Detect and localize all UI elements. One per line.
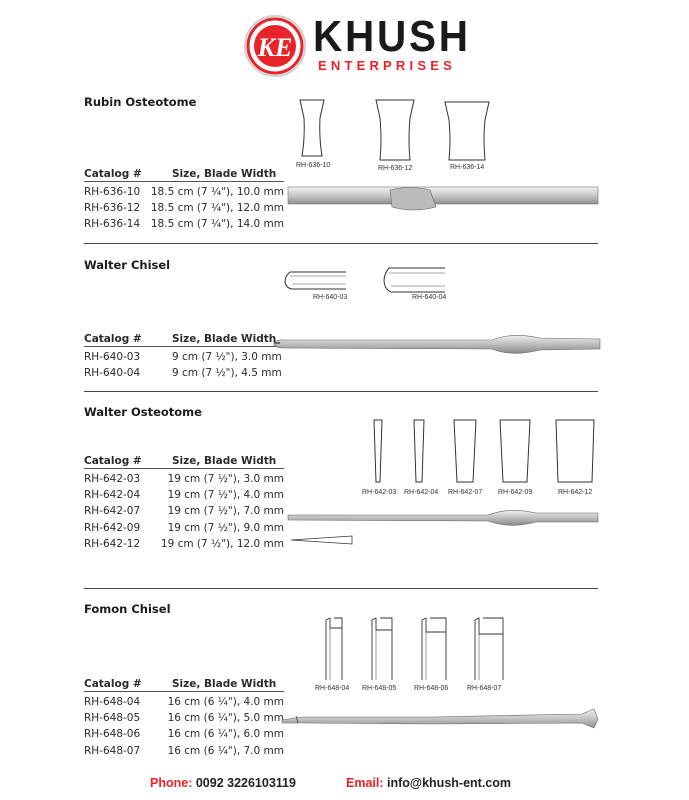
brand-name: KHUSH — [313, 12, 471, 61]
section-title-walter-chisel: Walter Chisel — [84, 258, 171, 272]
catalog-cell: RH-642-12 — [84, 537, 141, 550]
catalog-cell: RH-648-04 — [84, 696, 141, 708]
size-cell: 19 cm (7 ½"), 7.0 mm — [167, 505, 284, 518]
table-header — [84, 333, 284, 347]
phone-number[interactable]: 0092 3226103119 — [195, 776, 296, 790]
walter-chisel-tip-03-illustration — [284, 270, 348, 292]
size-cell: 16 cm (6 ¼"), 7.0 mm — [167, 744, 284, 757]
email-address[interactable]: info@khush-ent.com — [387, 776, 511, 790]
catalog-cell: RH-642-09 — [84, 521, 141, 534]
table-row — [84, 536, 284, 552]
figure-label: RH-642-03 — [362, 489, 397, 496]
walter-osteotome-side-profile-illustration — [290, 534, 354, 546]
col-size-header: Size, Blade Width — [172, 455, 277, 467]
catalog-cell: RH-640-04 — [84, 367, 141, 380]
catalog-cell: RH-640-03 — [84, 351, 141, 363]
size-cell: 18.5 cm (7 ¼"), 14.0 mm — [150, 218, 284, 231]
catalog-table-rubin — [84, 168, 284, 233]
table-row — [84, 726, 284, 742]
fomon-chisel-instrument-illustration — [282, 707, 602, 731]
rubin-blade-10-illustration — [292, 98, 332, 160]
figure-label: RH-642-09 — [498, 489, 533, 496]
section-title-rubin-osteotome: Rubin Osteotome — [84, 95, 197, 109]
table-row — [84, 710, 284, 726]
size-cell: 19 cm (7 ½"), 12.0 mm — [160, 537, 284, 550]
footer-email — [346, 776, 511, 790]
figure-label: RH-636-12 — [378, 165, 413, 172]
figure-label: RH-648-06 — [414, 685, 449, 692]
table-row — [84, 349, 284, 365]
col-catalog-header: Catalog # — [84, 678, 142, 690]
table-header — [84, 455, 284, 469]
figure-label: RH-636-10 — [296, 162, 331, 169]
table-row — [84, 365, 284, 381]
table-header — [84, 678, 284, 692]
walter-osteotome-instrument-illustration — [288, 503, 600, 533]
table-row — [84, 216, 284, 232]
size-cell: 18.5 cm (7 ¼"), 10.0 mm — [150, 186, 284, 198]
section-divider — [84, 391, 598, 392]
table-row — [84, 520, 284, 536]
col-size-header: Size, Blade Width — [172, 333, 277, 345]
col-size-header: Size, Blade Width — [172, 168, 277, 180]
fomon-chisel-tip-06-illustration — [420, 616, 450, 682]
phone-label: Phone: — [150, 776, 193, 790]
catalog-cell: RH-642-07 — [84, 505, 141, 518]
table-row — [84, 743, 284, 759]
figure-label: RH-648-07 — [467, 685, 502, 692]
walter-osteotome-blade-03-illustration — [370, 418, 386, 484]
size-cell: 9 cm (7 ½"), 3.0 mm — [172, 351, 282, 363]
walter-osteotome-blade-09-illustration — [498, 418, 532, 484]
catalog-cell: RH-642-03 — [84, 473, 141, 485]
fomon-chisel-tip-05-illustration — [370, 616, 396, 682]
figure-label: RH-640-03 — [313, 294, 348, 301]
table-header — [84, 168, 284, 182]
email-label: Email: — [346, 776, 384, 790]
table-row — [84, 487, 284, 503]
company-logo-icon — [243, 14, 307, 78]
figure-label: RH-642-07 — [448, 489, 483, 496]
walter-osteotome-blade-07-illustration — [452, 418, 478, 484]
figure-label: RH-640-04 — [412, 294, 447, 301]
size-cell: 16 cm (6 ¼"), 5.0 mm — [167, 712, 284, 725]
section-title-walter-osteotome: Walter Osteotome — [84, 405, 202, 419]
size-cell: 19 cm (7 ½"), 4.0 mm — [167, 489, 284, 502]
table-row — [84, 694, 284, 710]
fomon-chisel-tip-07-illustration — [473, 616, 507, 682]
table-row — [84, 471, 284, 487]
rubin-blade-14-illustration — [442, 100, 492, 164]
figure-label: RH-642-12 — [558, 489, 593, 496]
catalog-table-fomon-chisel — [84, 678, 284, 759]
catalog-cell: RH-642-04 — [84, 489, 141, 502]
figure-label: RH-648-04 — [315, 685, 350, 692]
catalog-cell: RH-648-06 — [84, 728, 141, 741]
catalog-cell: RH-636-14 — [84, 218, 141, 231]
size-cell: 18.5 cm (7 ¼"), 12.0 mm — [150, 202, 284, 215]
figure-label: RH-636-14 — [450, 164, 485, 171]
size-cell: 9 cm (7 ½"), 4.5 mm — [172, 367, 282, 380]
catalog-cell: RH-648-05 — [84, 712, 141, 725]
walter-osteotome-blade-04-illustration — [410, 418, 428, 484]
section-divider — [84, 588, 598, 589]
table-row — [84, 200, 284, 216]
figure-label: RH-642-04 — [404, 489, 439, 496]
size-cell: 19 cm (7 ½"), 9.0 mm — [167, 521, 284, 534]
catalog-table-walter-osteotome — [84, 455, 284, 552]
catalog-cell: RH-636-12 — [84, 202, 141, 215]
catalog-cell: RH-636-10 — [84, 186, 141, 198]
figure-label: RH-648-05 — [362, 685, 397, 692]
table-row — [84, 503, 284, 519]
walter-osteotome-blade-12-illustration — [554, 418, 596, 484]
footer-phone — [150, 776, 296, 790]
walter-chisel-tip-04-illustration — [383, 266, 447, 296]
size-cell: 16 cm (6 ¼"), 4.0 mm — [167, 696, 284, 708]
section-divider — [84, 243, 598, 244]
catalog-cell: RH-648-07 — [84, 744, 141, 757]
fomon-chisel-tip-04-illustration — [324, 616, 346, 682]
col-catalog-header: Catalog # — [84, 455, 142, 467]
section-title-fomon-chisel: Fomon Chisel — [84, 602, 171, 616]
brand-subtitle: ENTERPRISES — [318, 58, 456, 73]
logo-text: KE — [257, 33, 293, 62]
col-catalog-header: Catalog # — [84, 168, 142, 180]
rubin-osteotome-handle-illustration — [288, 183, 600, 213]
rubin-blade-12-illustration — [372, 98, 418, 164]
walter-chisel-instrument-illustration — [272, 330, 602, 360]
size-cell: 19 cm (7 ½"), 3.0 mm — [167, 473, 284, 485]
size-cell: 16 cm (6 ¼"), 6.0 mm — [167, 728, 284, 741]
catalog-table-walter-chisel — [84, 333, 284, 381]
table-row — [84, 184, 284, 200]
col-size-header: Size, Blade Width — [172, 678, 277, 690]
col-catalog-header: Catalog # — [84, 333, 142, 345]
